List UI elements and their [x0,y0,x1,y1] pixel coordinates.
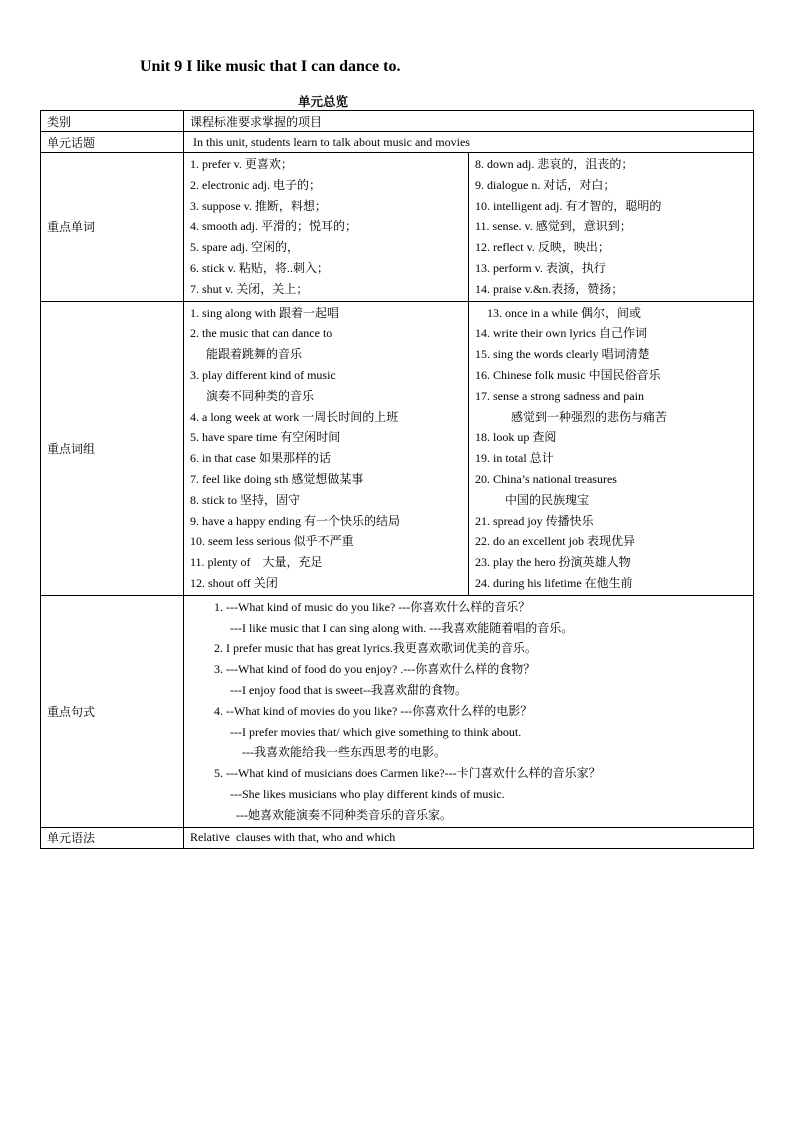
topic-label: 单元话题 [41,132,184,153]
list-item-translation: 感觉到一种强烈的悲伤与痛苦 [511,409,668,424]
phrases-row [41,301,754,595]
list-item: 1. prefer v. 更喜欢； [190,157,293,171]
grammar-text: Relative clauses with that, who and which [184,827,754,848]
list-item: 11. plenty of 大量，充足 [190,555,323,570]
list-item: 19. in total 总计 [475,451,554,466]
list-item: 4. a long week at work 一周长时间的上班 [190,409,399,424]
list-item: 6. stick v. 粘贴，将..刺入； [190,260,329,275]
phrases-right-cell [469,301,754,595]
sentence-line: 3. ---What kind of food do you enjoy? .---你喜欢什么样的食物？ [214,662,536,677]
list-item: 12. shout off 关闭 [190,575,278,590]
sentence-line: 2. I prefer music that has great lyrics.我更喜欢歌词优美的音乐。 [214,641,537,656]
topic-row [41,132,754,153]
words-right-cell [469,153,754,302]
list-item: 3. suppose v. 推断，料想； [190,198,327,213]
words-label: 重点单词 [41,153,184,302]
list-item: 10. seem less serious 似乎不严重 [190,534,354,549]
list-item: 13. perform v. 表演，执行 [475,260,606,275]
words-row [41,153,754,302]
list-item-translation: 能跟着跳舞的音乐 [206,347,303,362]
list-item: 2. electronic adj. 电子的； [190,177,321,192]
header-category: 类别 [41,111,184,132]
list-item: 9. have a happy ending 有一个快乐的结局 [190,513,400,528]
list-item: 7. feel like doing sth 感觉想做某事 [190,471,364,486]
sentence-line: 4. --What kind of movies do you like? ---你喜欢什么样的电影？ [214,703,533,718]
list-item: 14. write their own lyrics 自己作词 [475,326,647,341]
sentences-row [41,595,754,827]
grammar-label: 单元语法 [41,827,184,848]
table-header-row [41,111,754,132]
sentence-line: ---I like music that I can sing along with. ---我喜欢能随着唱的音乐。 [230,620,574,635]
grammar-row [41,827,754,848]
list-item-translation: 中国的民族瑰宝 [505,492,590,507]
list-item: 24. during his lifetime 在他生前 [475,575,633,590]
header-items: 课程标准要求掌握的项目 [184,111,754,132]
list-item: 2. the music that can dance to [190,326,333,341]
list-item: 23. play the hero 扮演英雄人物 [475,555,631,570]
list-item: 1. sing along with 跟着一起唱 [190,305,339,320]
list-item: 6. in that case 如果那样的话 [190,451,331,466]
list-item: 17. sense a strong sadness and pain [475,388,644,403]
list-item: 20. China’s national treasures [475,471,617,486]
sentence-line: ---她喜欢能演奏不同种类音乐的音乐家。 [236,807,452,822]
sentence-line: ---She likes musicians who play different kinds of music. [230,786,505,801]
list-item: 5. spare adj. 空闲的， [190,240,299,255]
list-item: 16. Chinese folk music 中国民俗音乐 [475,367,661,382]
list-item: 5. have spare time 有空闲时间 [190,430,341,445]
list-item: 4. smooth adj. 平滑的；悦耳的； [190,219,357,234]
sentences-cell [184,595,754,827]
topic-text: In this unit, students learn to talk about music and movies [184,132,754,153]
list-item: 12. reflect v. 反映，映出； [475,240,610,255]
list-item: 8. down adj. 悲哀的，沮丧的； [475,157,634,171]
list-item: 10. intelligent adj. 有才智的，聪明的 [475,198,662,213]
phrases-left-cell [184,301,469,595]
words-left-cell [184,153,469,302]
list-item: 14. praise v.&n.表扬，赞扬； [475,281,624,296]
sentence-line: ---I prefer movies that/ which give something to think about. [230,724,522,739]
page-title: Unit 9 I like music that I can dance to. [140,58,401,75]
sentence-line: ---我喜欢能给我一些东西思考的电影。 [242,745,446,760]
list-item: 18. look up 查阅 [475,430,557,445]
list-item: 9. dialogue n. 对话，对白； [475,177,616,192]
phrases-label: 重点词组 [41,301,184,595]
sentences-label: 重点句式 [41,595,184,827]
list-item: 22. do an excellent job 表现优异 [475,534,635,549]
sentence-line: 1. ---What kind of music do you like? ---你喜欢什么样的音乐？ [214,599,531,614]
list-item: 13. once in a while 偶尔，间或 [487,305,641,320]
sentence-line: 5. ---What kind of musicians does Carmen like?---卡门喜欢什么样的音乐家？ [214,766,601,781]
list-item-translation: 演奏不同种类的音乐 [206,388,315,403]
list-item: 15. sing the words clearly 唱词清楚 [475,347,650,362]
section-subtitle: 单元总览 [298,94,349,109]
list-item: 7. shut v. 关闭，关上； [190,281,309,296]
list-item: 3. play different kind of music [190,367,336,382]
list-item: 11. sense. v. 感觉到，意识到； [475,219,632,234]
list-item: 21. spread joy 传播快乐 [475,513,594,528]
overview-table [40,110,754,849]
list-item: 8. stick to 坚持，固守 [190,492,300,507]
sentence-line: ---I enjoy food that is sweet--我喜欢甜的食物。 [230,682,467,697]
